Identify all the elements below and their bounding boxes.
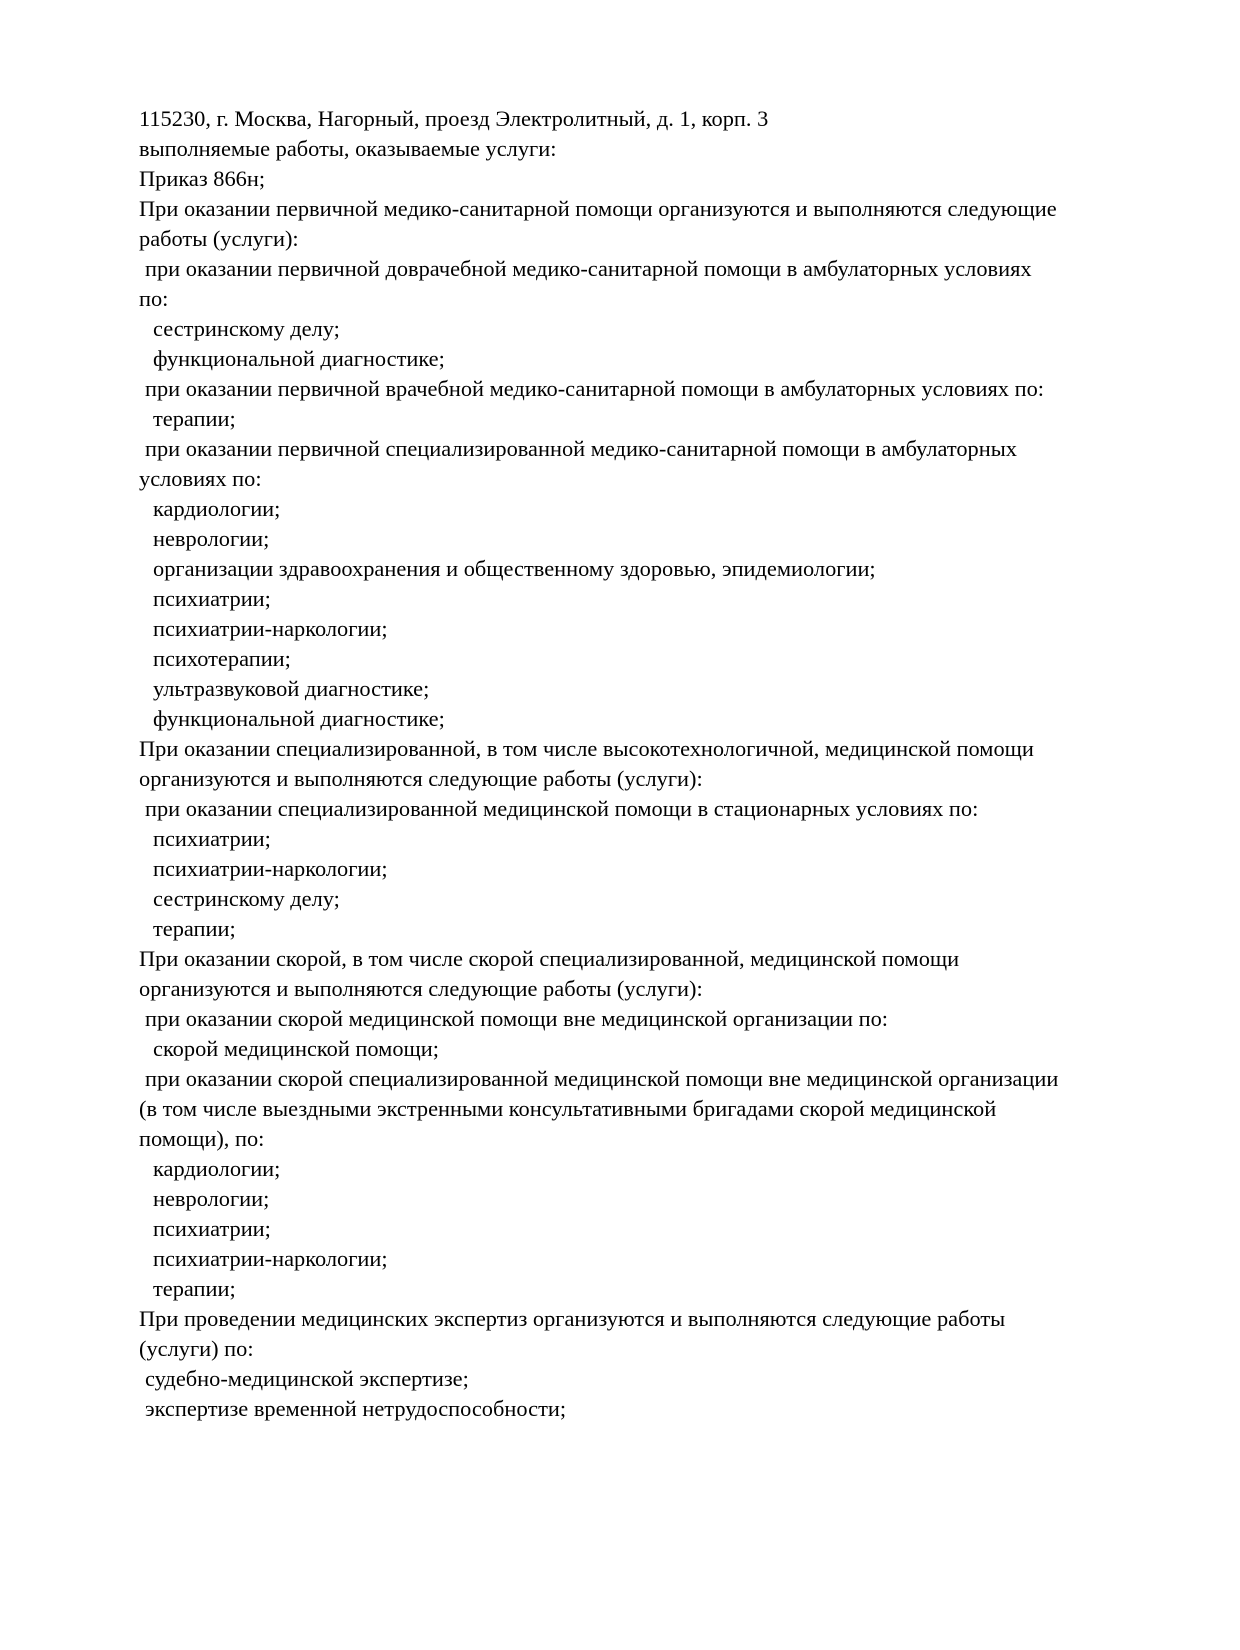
- text-line: психиатрии-наркологии;: [153, 856, 388, 881]
- text-line: при оказании первичной доврачебной медико-санитарной помощи в амбулаторных условиях: [145, 256, 1032, 281]
- text-line: выполняемые работы, оказываемые услуги:: [139, 136, 557, 161]
- text-line: ультразвуковой диагностике;: [153, 676, 430, 701]
- text-line: (услуги) по:: [139, 1336, 254, 1361]
- text-line: кардиологии;: [153, 1156, 281, 1181]
- text-line: Приказ 866н;: [139, 166, 266, 191]
- text-line: условиях по:: [139, 466, 262, 491]
- text-line: При оказании специализированной, в том числе высокотехнологичной, медицинской помощи: [139, 736, 1034, 761]
- text-line: психотерапии;: [153, 646, 291, 671]
- text-line: по:: [139, 286, 169, 311]
- text-line: кардиологии;: [153, 496, 281, 521]
- text-line: терапии;: [153, 406, 236, 431]
- text-line: функциональной диагностике;: [153, 346, 445, 371]
- license-works-services-text: [139, 104, 1129, 1424]
- text-line: психиатрии-наркологии;: [153, 616, 388, 641]
- text-line: функциональной диагностике;: [153, 706, 445, 731]
- text-line: психиатрии;: [153, 826, 271, 851]
- text-line: неврологии;: [153, 1186, 270, 1211]
- text-line: сестринскому делу;: [153, 316, 340, 341]
- text-line: при оказании специализированной медицинской помощи в стационарных условиях по:: [145, 796, 979, 821]
- text-line: психиатрии;: [153, 1216, 271, 1241]
- text-line: (в том числе выездными экстренными консультативными бригадами скорой медицинской: [139, 1096, 997, 1121]
- text-line: При проведении медицинских экспертиз организуются и выполняются следующие работы: [139, 1306, 1006, 1331]
- text-line: судебно-медицинской экспертизе;: [145, 1366, 469, 1391]
- text-line: организации здравоохранения и общественному здоровью, эпидемиологии;: [153, 556, 876, 581]
- text-line: психиатрии-наркологии;: [153, 1246, 388, 1271]
- text-line: экспертизе временной нетрудоспособности;: [145, 1396, 567, 1421]
- text-line: 115230, г. Москва, Нагорный, проезд Электролитный, д. 1, корп. 3: [139, 106, 769, 131]
- text-line: при оказании первичной специализированной медико-санитарной помощи в амбулаторных: [145, 436, 1017, 461]
- text-line: помощи), по:: [139, 1126, 265, 1151]
- text-line: организуются и выполняются следующие работы (услуги):: [139, 766, 703, 791]
- text-line: скорой медицинской помощи;: [153, 1036, 439, 1061]
- text-line: работы (услуги):: [139, 226, 299, 251]
- text-line: сестринскому делу;: [153, 886, 340, 911]
- text-line: неврологии;: [153, 526, 270, 551]
- text-line: при оказании первичной врачебной медико-санитарной помощи в амбулаторных условиях по:: [145, 376, 1044, 401]
- text-line: терапии;: [153, 916, 236, 941]
- text-line: терапии;: [153, 1276, 236, 1301]
- text-line: организуются и выполняются следующие работы (услуги):: [139, 976, 703, 1001]
- text-line: При оказании скорой, в том числе скорой специализированной, медицинской помощи: [139, 946, 960, 971]
- text-line: при оказании скорой медицинской помощи вне медицинской организации по:: [145, 1006, 889, 1031]
- text-line: при оказании скорой специализированной медицинской помощи вне медицинской организации: [145, 1066, 1059, 1091]
- text-line: психиатрии;: [153, 586, 271, 611]
- text-line: При оказании первичной медико-санитарной помощи организуются и выполняются следующие: [139, 196, 1057, 221]
